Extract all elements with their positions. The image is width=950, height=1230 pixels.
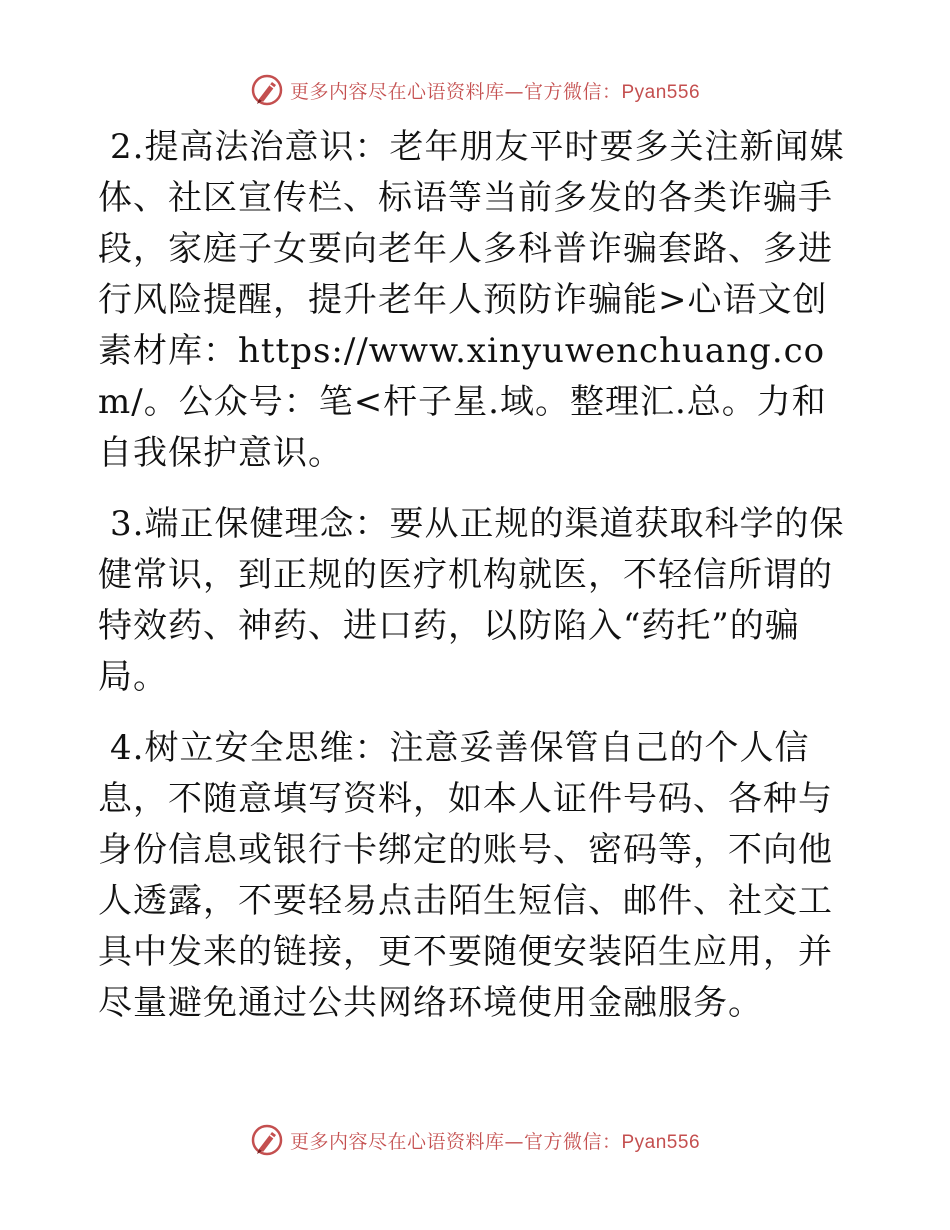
paragraph-4: [98, 723, 858, 1029]
paragraph-number: 2.: [110, 127, 145, 167]
banner-slogan: 更多内容尽在心语资料库: [289, 80, 505, 103]
document-body: [98, 122, 858, 1049]
banner-dash: —: [504, 1130, 524, 1153]
banner-text: [290, 1127, 700, 1154]
banner-official-label: 官方微信：: [523, 1130, 622, 1153]
paragraph-number: 4.: [110, 728, 145, 768]
banner-wechat-id: Pyan556: [621, 1131, 701, 1153]
paragraph-2: [98, 122, 858, 479]
banner-dash: —: [504, 80, 524, 103]
banner-official-label: 官方微信：: [523, 80, 622, 103]
paragraph-3: [98, 499, 858, 703]
pen-logo-icon: [250, 73, 284, 107]
paragraph-text: 树立安全思维：注意妥善保管自己的个人信息，不随意填写资料，如本人证件号码、各种与身份信息或银行卡绑定的账号、密码等，不向他人透露，不要轻易点击陌生短信、邮件、社交工具中发来的链接，更不要随便安装陌生应用，并尽量避免通过公共网络环境使用金融服务。: [98, 728, 833, 1023]
paragraph-text: 提高法治意识：老年朋友平时要多关注新闻媒体、社区宣传栏、标语等当前多发的各类诈骗手段，家庭子女要向老年人多科普诈骗套路、多进行风险提醒，提升老年人预防诈骗能>心语文创素材库：https://www.xinyuwenchuang.com/。公众号：笔<杆子星.域。整理汇.总。力和自我保护意识。: [98, 127, 845, 473]
banner-slogan: 更多内容尽在心语资料库: [289, 1130, 505, 1153]
footer-banner: [0, 1120, 950, 1160]
banner-wechat-id: Pyan556: [621, 81, 701, 103]
banner-text: [290, 77, 700, 104]
paragraph-text: 端正保健理念：要从正规的渠道获取科学的保健常识，到正规的医疗机构就医，不轻信所谓的特效药、神药、进口药，以防陷入“药托”的骗局。: [98, 504, 845, 697]
pen-logo-icon: [250, 1123, 284, 1157]
paragraph-number: 3.: [110, 504, 145, 544]
header-banner: [0, 70, 950, 110]
